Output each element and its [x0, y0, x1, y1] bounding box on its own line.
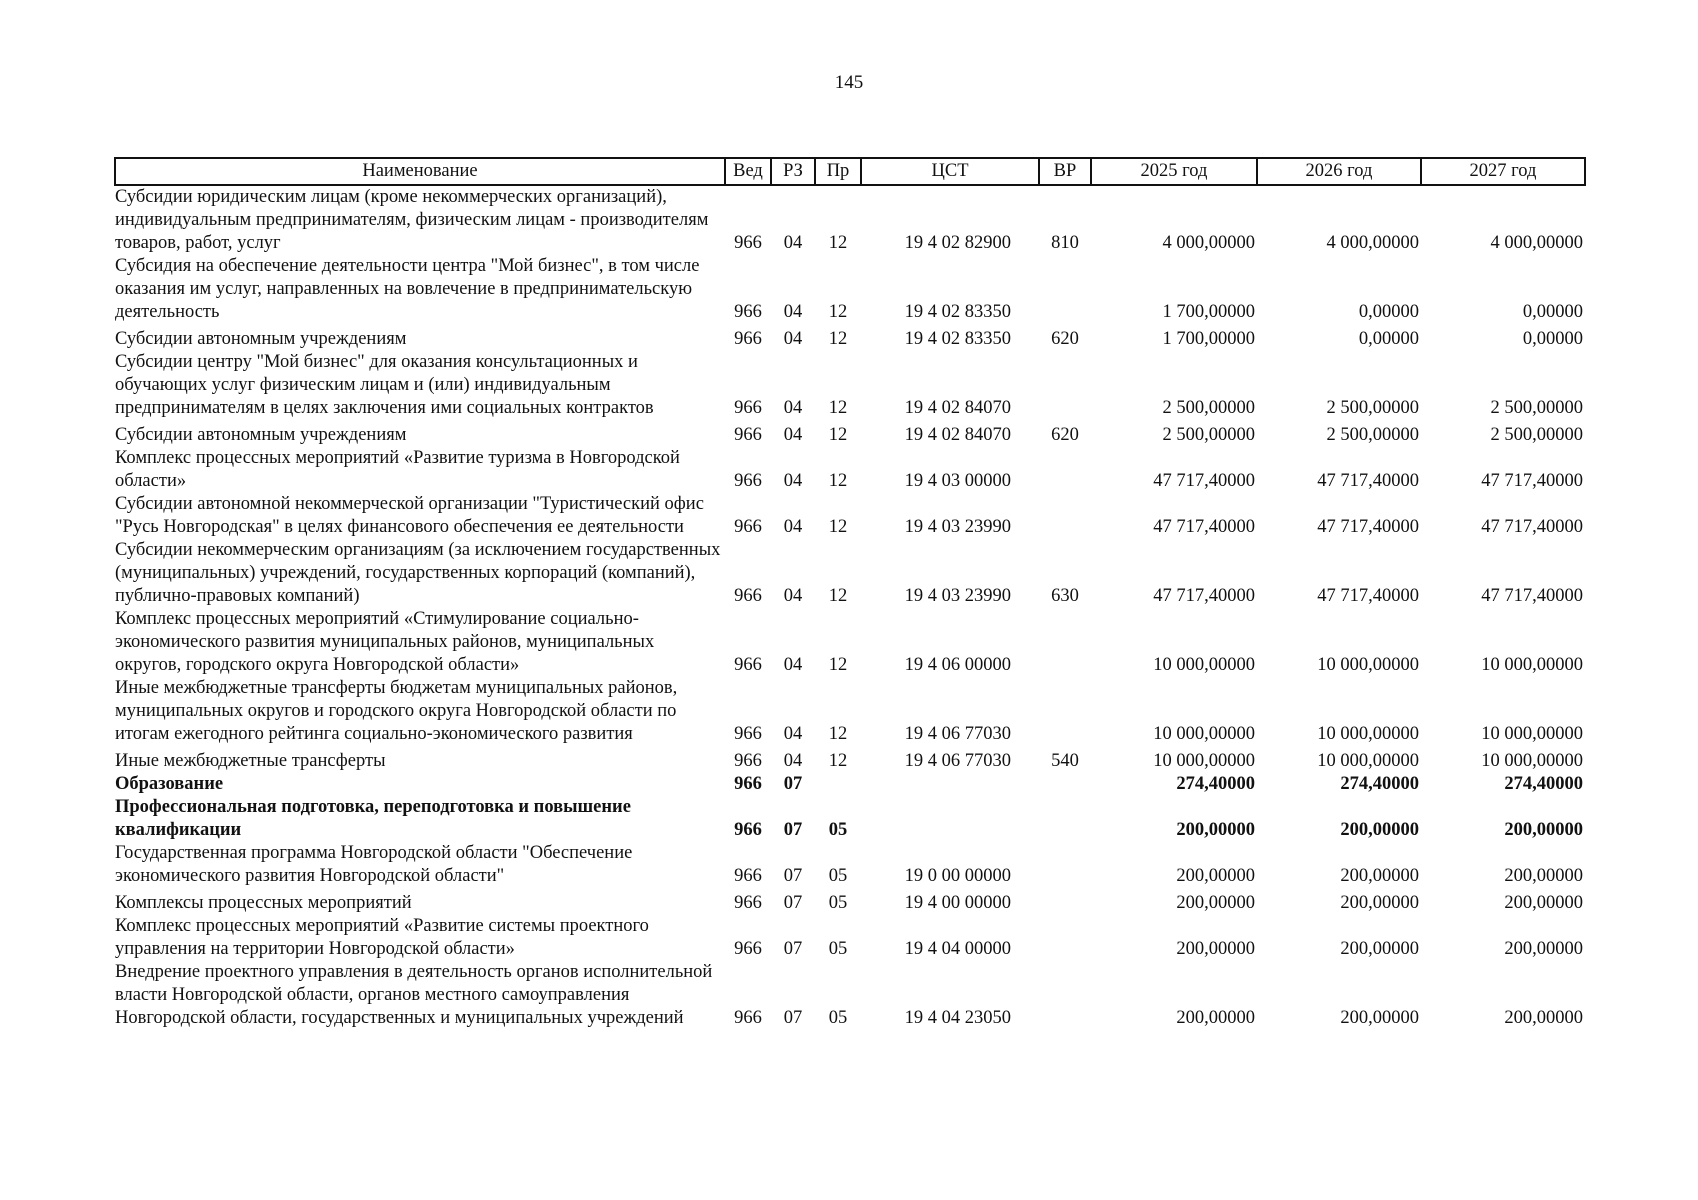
table-body — [115, 185, 1585, 1030]
cell-2027: 47 717,40000 — [1481, 586, 1583, 606]
cell-cst: 19 4 03 23990 — [904, 586, 1011, 606]
cell-2027: 2 500,00000 — [1490, 425, 1583, 445]
cell-2026: 4 000,00000 — [1326, 233, 1419, 253]
table-row — [115, 539, 1585, 608]
cell-cst: 19 4 04 00000 — [904, 939, 1011, 959]
table-row — [115, 746, 1585, 773]
cell-2026: 200,00000 — [1340, 939, 1419, 959]
table-row — [115, 493, 1585, 539]
cell-rz: 07 — [783, 774, 803, 794]
table-row — [115, 888, 1585, 915]
cell-2027: 10 000,00000 — [1481, 751, 1583, 771]
cell-cst: 19 4 04 23050 — [904, 1008, 1011, 1028]
cell-pr: 12 — [828, 329, 848, 349]
cell-cst: 19 4 02 84070 — [904, 398, 1011, 418]
cell-cst: 19 4 02 82900 — [904, 233, 1011, 253]
cell-rz: 04 — [783, 329, 803, 349]
header-name: Наименование — [115, 158, 725, 185]
cell-ved: 966 — [734, 517, 762, 537]
cell-2025: 10 000,00000 — [1153, 724, 1255, 744]
cell-pr: 05 — [828, 1008, 848, 1028]
cell-cst: 19 4 02 83350 — [904, 302, 1011, 322]
cell-ved: 966 — [734, 866, 762, 886]
cell-cst: 19 4 06 77030 — [904, 724, 1011, 744]
cell-pr: 12 — [828, 586, 848, 606]
cell-2026: 0,00000 — [1358, 302, 1419, 322]
cell-rz: 07 — [783, 1008, 803, 1028]
cell-2026: 47 717,40000 — [1317, 517, 1419, 537]
table-row — [115, 915, 1585, 961]
cell-rz: 07 — [783, 820, 803, 840]
cell-2027: 10 000,00000 — [1481, 655, 1583, 675]
header-ved: Вед — [725, 158, 771, 185]
cell-ved: 966 — [734, 329, 762, 349]
cell-pr: 12 — [828, 517, 848, 537]
cell-cst: 19 4 00 00000 — [904, 893, 1011, 913]
header-pr: Пр — [815, 158, 861, 185]
cell-cst: 19 4 02 83350 — [904, 329, 1011, 349]
cell-vr — [1039, 796, 1091, 842]
cell-name: Субсидия на обеспечение деятельности центра "Мой бизнес", в том числе оказания им услуг, направленных на вовлечение в предпринимательскую деятельность — [115, 256, 700, 322]
cell-vr — [1039, 961, 1091, 1030]
cell-vr — [1039, 447, 1091, 493]
cell-2027: 200,00000 — [1504, 939, 1583, 959]
cell-pr: 12 — [828, 751, 848, 771]
cell-2027: 0,00000 — [1522, 302, 1583, 322]
cell-2026: 2 500,00000 — [1326, 398, 1419, 418]
cell-2026: 10 000,00000 — [1317, 655, 1419, 675]
cell-vr — [1039, 493, 1091, 539]
cell-name: Государственная программа Новгородской области "Обеспечение экономического развития Новгородской области" — [115, 843, 633, 886]
cell-vr — [1039, 677, 1091, 746]
cell-name: Субсидии юридическим лицам (кроме некоммерческих организаций), индивидуальным предпринимателям, физическим лицам - производителям товаров, работ, услуг — [115, 187, 709, 253]
cell-2025: 47 717,40000 — [1153, 586, 1255, 606]
header-vr: ВР — [1039, 158, 1091, 185]
budget-table — [114, 157, 1586, 1030]
cell-2025: 47 717,40000 — [1153, 517, 1255, 537]
cell-2027: 274,40000 — [1504, 774, 1583, 794]
cell-name: Комплекс процессных мероприятий «Стимулирование социально-экономического развития муниципальных районов, муниципальных округов, городского округа Новгородской области» — [115, 609, 655, 675]
cell-2027: 4 000,00000 — [1490, 233, 1583, 253]
cell-pr: 12 — [828, 471, 848, 491]
header-row — [115, 158, 1585, 185]
table-header — [115, 158, 1585, 185]
cell-2027: 47 717,40000 — [1481, 517, 1583, 537]
cell-pr: 12 — [828, 724, 848, 744]
cell-cst — [861, 796, 1039, 842]
cell-2025: 200,00000 — [1176, 866, 1255, 886]
cell-rz: 07 — [783, 866, 803, 886]
cell-rz: 04 — [783, 724, 803, 744]
cell-ved: 966 — [734, 724, 762, 744]
cell-vr: 620 — [1051, 425, 1079, 445]
cell-vr — [1039, 255, 1091, 324]
cell-ved: 966 — [734, 425, 762, 445]
cell-vr: 810 — [1051, 233, 1079, 253]
cell-name: Комплекс процессных мероприятий «Развитие системы проектного управления на территории Новгородской области» — [115, 916, 649, 959]
cell-cst: 19 4 06 00000 — [904, 655, 1011, 675]
cell-2025: 274,40000 — [1176, 774, 1255, 794]
cell-ved: 966 — [734, 655, 762, 675]
table-row — [115, 773, 1585, 796]
cell-name: Иные межбюджетные трансферты — [115, 751, 386, 771]
cell-rz: 04 — [783, 517, 803, 537]
page-number: 145 — [834, 72, 864, 93]
cell-pr: 05 — [828, 893, 848, 913]
cell-2026: 10 000,00000 — [1317, 724, 1419, 744]
cell-ved: 966 — [734, 1008, 762, 1028]
cell-name: Субсидии некоммерческим организациям (за исключением государственных (муниципальных) учреждений, государственных корпораций (компаний), публично-правовых компаний) — [115, 540, 721, 606]
cell-rz: 04 — [783, 655, 803, 675]
cell-ved: 966 — [734, 233, 762, 253]
cell-cst — [861, 773, 1039, 796]
cell-2025: 200,00000 — [1176, 939, 1255, 959]
cell-2027: 47 717,40000 — [1481, 471, 1583, 491]
cell-2027: 10 000,00000 — [1481, 724, 1583, 744]
table-row — [115, 255, 1585, 324]
cell-2025: 1 700,00000 — [1162, 302, 1255, 322]
cell-2025: 2 500,00000 — [1162, 425, 1255, 445]
cell-2026: 47 717,40000 — [1317, 586, 1419, 606]
cell-pr: 05 — [828, 939, 848, 959]
cell-pr: 12 — [828, 655, 848, 675]
cell-2027: 200,00000 — [1504, 866, 1583, 886]
table-row — [115, 796, 1585, 842]
cell-2026: 2 500,00000 — [1326, 425, 1419, 445]
table-row — [115, 608, 1585, 677]
cell-2026: 10 000,00000 — [1317, 751, 1419, 771]
cell-2025: 2 500,00000 — [1162, 398, 1255, 418]
cell-cst: 19 4 03 23990 — [904, 517, 1011, 537]
cell-cst: 19 4 06 77030 — [904, 751, 1011, 771]
cell-2027: 200,00000 — [1504, 1008, 1583, 1028]
cell-vr — [1039, 915, 1091, 961]
cell-rz: 04 — [783, 586, 803, 606]
cell-pr — [815, 773, 861, 796]
header-2025: 2025 год — [1091, 158, 1257, 185]
cell-pr: 12 — [828, 233, 848, 253]
header-2027: 2027 год — [1421, 158, 1585, 185]
cell-ved: 966 — [734, 893, 762, 913]
cell-vr — [1039, 773, 1091, 796]
cell-2025: 47 717,40000 — [1153, 471, 1255, 491]
cell-2025: 4 000,00000 — [1162, 233, 1255, 253]
header-cst: ЦСТ — [861, 158, 1039, 185]
cell-name: Внедрение проектного управления в деятельность органов исполнительной власти Новгородской области, органов местного самоуправления Новгородской области, государственных и муниципальных учреждений — [115, 962, 713, 1028]
cell-vr — [1039, 608, 1091, 677]
cell-ved: 966 — [734, 774, 762, 794]
cell-ved: 966 — [734, 471, 762, 491]
cell-2026: 0,00000 — [1358, 329, 1419, 349]
cell-2025: 200,00000 — [1176, 1008, 1255, 1028]
cell-rz: 07 — [783, 893, 803, 913]
cell-name: Профессиональная подготовка, переподготовка и повышение квалификации — [115, 797, 631, 840]
cell-rz: 04 — [783, 302, 803, 322]
cell-vr — [1039, 351, 1091, 420]
cell-rz: 04 — [783, 398, 803, 418]
cell-rz: 07 — [783, 939, 803, 959]
cell-ved: 966 — [734, 751, 762, 771]
cell-rz: 04 — [783, 233, 803, 253]
cell-2025: 1 700,00000 — [1162, 329, 1255, 349]
cell-2025: 200,00000 — [1176, 893, 1255, 913]
cell-name: Субсидии автономной некоммерческой организации "Туристический офис "Русь Новгородская" в целях финансового обеспечения ее деятельности — [115, 494, 704, 537]
cell-2026: 200,00000 — [1340, 893, 1419, 913]
table-row — [115, 842, 1585, 888]
cell-2027: 0,00000 — [1522, 329, 1583, 349]
table-row — [115, 420, 1585, 447]
cell-vr — [1039, 888, 1091, 915]
cell-2026: 200,00000 — [1340, 1008, 1419, 1028]
cell-ved: 966 — [734, 586, 762, 606]
cell-pr: 05 — [828, 820, 848, 840]
cell-ved: 966 — [734, 302, 762, 322]
cell-vr: 620 — [1051, 329, 1079, 349]
cell-pr: 12 — [828, 302, 848, 322]
cell-rz: 04 — [783, 425, 803, 445]
cell-pr: 05 — [828, 866, 848, 886]
table-row — [115, 447, 1585, 493]
cell-name: Субсидии автономным учреждениям — [115, 425, 407, 445]
table-row — [115, 961, 1585, 1030]
cell-pr: 12 — [828, 425, 848, 445]
cell-cst: 19 4 03 00000 — [904, 471, 1011, 491]
cell-2027: 2 500,00000 — [1490, 398, 1583, 418]
cell-cst: 19 0 00 00000 — [904, 866, 1011, 886]
cell-vr — [1039, 842, 1091, 888]
cell-2026: 274,40000 — [1340, 774, 1419, 794]
cell-name: Комплекс процессных мероприятий «Развитие туризма в Новгородской области» — [115, 448, 680, 491]
table-row — [115, 351, 1585, 420]
table-row — [115, 677, 1585, 746]
cell-pr: 12 — [828, 398, 848, 418]
cell-2027: 200,00000 — [1504, 820, 1583, 840]
cell-name: Иные межбюджетные трансферты бюджетам муниципальных районов, муниципальных округов и городского округа Новгородской области по итогам ежегодного рейтинга социально-экономического развития — [115, 678, 678, 744]
cell-2027: 200,00000 — [1504, 893, 1583, 913]
cell-2026: 200,00000 — [1340, 866, 1419, 886]
cell-rz: 04 — [783, 751, 803, 771]
cell-ved: 966 — [734, 939, 762, 959]
cell-2026: 200,00000 — [1340, 820, 1419, 840]
cell-vr: 630 — [1051, 586, 1079, 606]
cell-name: Комплексы процессных мероприятий — [115, 893, 412, 913]
cell-2025: 10 000,00000 — [1153, 655, 1255, 675]
cell-2026: 47 717,40000 — [1317, 471, 1419, 491]
cell-name: Образование — [115, 774, 224, 794]
cell-vr: 540 — [1051, 751, 1079, 771]
cell-name: Субсидии центру "Мой бизнес" для оказания консультационных и обучающих услуг физическим лицам и (или) индивидуальным предпринимателям в целях заключения ими социальных контрактов — [115, 352, 654, 418]
cell-ved: 966 — [734, 398, 762, 418]
table-row — [115, 324, 1585, 351]
cell-ved: 966 — [734, 820, 762, 840]
cell-2025: 200,00000 — [1176, 820, 1255, 840]
cell-rz: 04 — [783, 471, 803, 491]
header-2026: 2026 год — [1257, 158, 1421, 185]
table-row — [115, 185, 1585, 255]
header-rz: РЗ — [771, 158, 815, 185]
cell-2025: 10 000,00000 — [1153, 751, 1255, 771]
cell-cst: 19 4 02 84070 — [904, 425, 1011, 445]
cell-name: Субсидии автономным учреждениям — [115, 329, 407, 349]
